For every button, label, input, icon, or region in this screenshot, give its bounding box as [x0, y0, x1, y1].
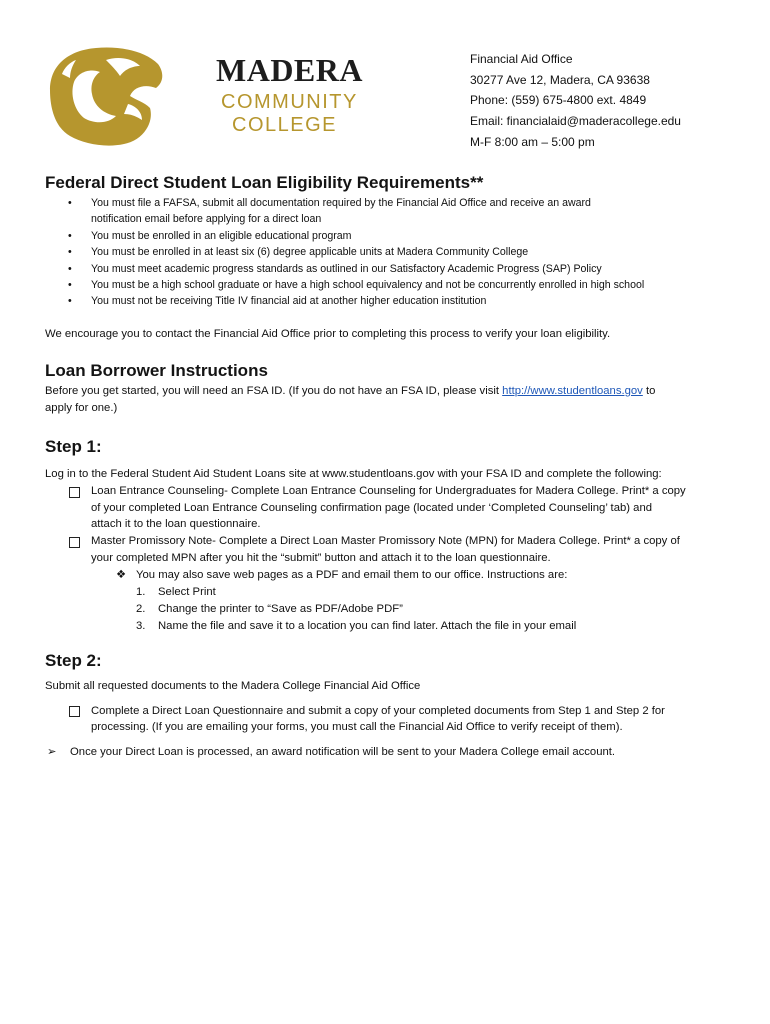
sub-step-number: 1. — [136, 586, 146, 598]
step1-tip: You may also save web pages as a PDF and email them to our office. Instructions are: — [136, 569, 568, 581]
list-item-text: You must not be receiving Title IV financial aid at another higher education institution — [91, 295, 487, 308]
list-item-text: You must be enrolled in an eligible educational program — [91, 229, 352, 242]
step2-heading: Step 2: — [45, 651, 102, 670]
logo-community-text: COMMUNITY — [221, 91, 358, 113]
step2-item1-line1: Complete a Direct Loan Questionnaire and submit a copy of your completed documents from Step 1 and Step 2 for — [91, 705, 665, 717]
tiger-logo-icon — [44, 44, 166, 148]
step1-item2-line2: your completed MPN after you hit the “submit” button and attach it to the loan questionnaire. — [91, 552, 551, 564]
sub-step-number: 3. — [136, 620, 146, 632]
college-logo — [44, 44, 363, 148]
instructions-text: Before you get started, you will need an FSA ID. (If you do not have an FSA ID, please visit — [45, 385, 503, 397]
encourage-text: We encourage you to contact the Financial Aid Office prior to completing this process to verify your loan eligibility. — [45, 328, 611, 340]
checkbox-master-promissory-note[interactable] — [69, 537, 80, 548]
list-item-text: You must be enrolled in at least six (6) degree applicable units at Madera Community College — [91, 246, 529, 259]
instructions-text-line2: apply for one.) — [45, 402, 118, 414]
sub-step-text: Name the file and save it to a location you can find later. Attach the file in your email — [158, 620, 577, 632]
step1-item2-line1: Master Promissory Note- Complete a Direct Loan Master Promissory Note (MPN) for Madera College. Print* a copy of — [91, 535, 680, 547]
arrow-bullet-icon: ➢ — [47, 746, 57, 758]
diamond-bullet-icon: ❖ — [116, 569, 127, 581]
instructions-heading: Loan Borrower Instructions — [45, 361, 268, 380]
contact-phone: Phone: (559) 675-4800 ext. 4849 — [470, 93, 647, 108]
instructions-text-line1 — [45, 383, 655, 399]
studentloans-link[interactable]: http://www.studentloans.gov — [502, 385, 643, 397]
list-item-text: You must file a FAFSA, submit all documentation required by the Financial Aid Office and receive an award — [91, 197, 591, 209]
step2-item1-line2: processing. (If you are emailing your forms, you must call the Financial Aid Office to verify receipt of them). — [91, 721, 623, 733]
step2-final: Once your Direct Loan is processed, an award notification will be sent to your Madera College email account. — [70, 746, 616, 758]
contact-hours: M-F 8:00 am – 5:00 pm — [470, 134, 595, 149]
bullet-icon: • — [68, 246, 72, 259]
contact-info — [470, 49, 681, 153]
list-item — [68, 293, 644, 309]
step2-intro: Submit all requested documents to the Madera College Financial Aid Office — [45, 680, 421, 692]
list-item — [68, 228, 644, 244]
logo-college-text: COLLEGE — [232, 114, 337, 136]
contact-office: Financial Aid Office — [470, 52, 573, 66]
list-item-text: You must be a high school graduate or have a high school equivalency and not be concurrently enrolled in high school — [91, 279, 645, 292]
list-item — [68, 261, 644, 277]
sub-step-text: Change the printer to “Save as PDF/Adobe PDF” — [158, 603, 403, 615]
list-item-continuation: notification email before applying for a direct loan — [91, 213, 322, 226]
instructions-text-end: to — [642, 385, 656, 397]
step1-intro: Log in to the Federal Student Aid Student Loans site at www.studentloans.gov with your FSA ID and complete the following: — [45, 468, 662, 480]
eligibility-list — [68, 195, 644, 310]
bullet-icon: • — [68, 197, 72, 209]
bullet-icon: • — [68, 295, 72, 308]
sub-step-number: 2. — [136, 603, 146, 615]
checkbox-direct-loan-questionnaire[interactable] — [69, 706, 80, 717]
list-item — [68, 244, 644, 260]
list-item — [68, 277, 644, 293]
list-item-text: You must meet academic progress standards as outlined in our Satisfactory Academic Progress (SAP) Policy — [91, 262, 602, 275]
step1-heading: Step 1: — [45, 437, 102, 456]
list-item — [68, 195, 644, 211]
contact-email: Email: financialaid@maderacollege.edu — [470, 114, 681, 129]
bullet-icon: • — [68, 229, 72, 242]
logo-madera-text: MADERA — [216, 52, 363, 88]
step1-item1-line2: of your completed Loan Entrance Counseling confirmation page (located under ‘Completed Counseling’ tab) and — [91, 502, 653, 514]
step1-item1-line3: attach it to the loan questionnaire. — [91, 518, 261, 530]
step1-item1-line1: Loan Entrance Counseling- Complete Loan Entrance Counseling for Undergraduates for Madera College. Print* a copy — [91, 485, 686, 497]
checkbox-entrance-counseling[interactable] — [69, 487, 80, 498]
contact-address: 30277 Ave 12, Madera, CA 93638 — [470, 72, 650, 87]
bullet-icon: • — [68, 262, 72, 275]
eligibility-heading: Federal Direct Student Loan Eligibility Requirements** — [45, 173, 484, 192]
sub-step-text: Select Print — [158, 586, 216, 598]
bullet-icon: • — [68, 279, 72, 292]
